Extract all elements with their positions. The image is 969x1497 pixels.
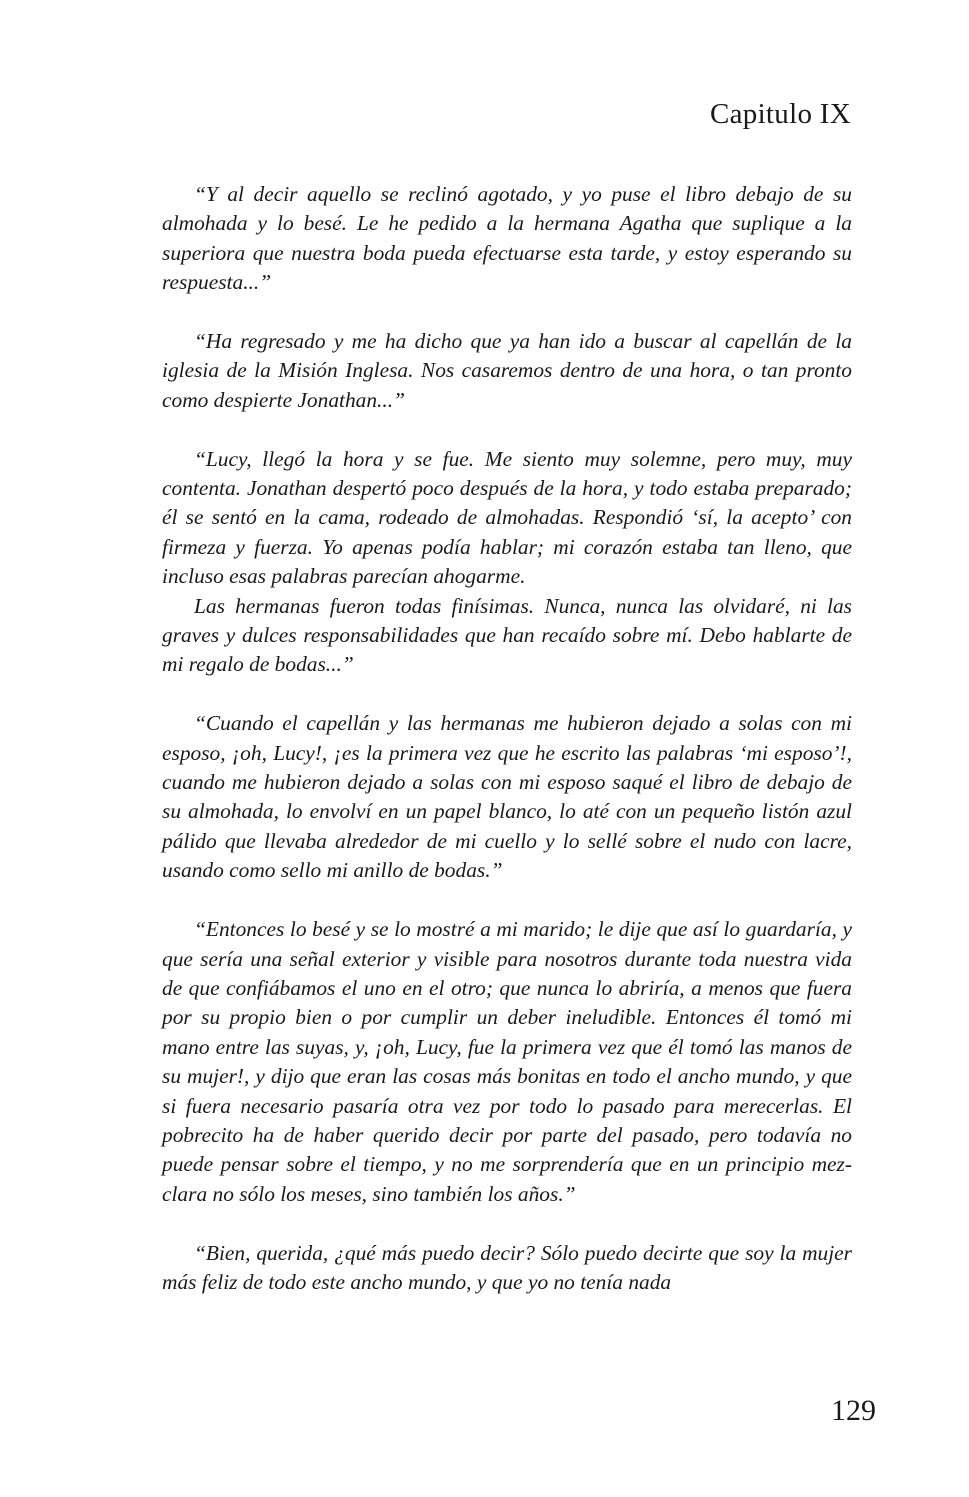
paragraph: “Y al decir aquello se reclinó agotado, y yo puse el libro debajo de su almohada y lo besé. Le he pedido a la hermana Agatha que suplique a la superiora que nuestra boda pueda efectuarse esta tarde, y estoy esperando su respuesta...” — [162, 182, 852, 295]
paragraph: “Ha regresado y me ha dicho que ya han ido a buscar al capellán de la iglesia de la Misión Inglesa. Nos casaremos dentro de una hora, o tan pronto como despierte Jonathan...” — [162, 329, 852, 412]
page-number: 129 — [831, 1394, 876, 1427]
paragraph: “Lucy, llegó la hora y se fue. Me siento muy solemne, pero muy, muy contenta. Jonathan despertó poco después de la hora, y todo estaba preparado; él se sentó en la cama, rodeado de almohadas. Respondió ‘sí, la acepto’ con firmeza y fuerza. Yo apenas podía hablar; mi corazón estaba tan lleno, que incluso esas palabras parecían ahogarme. — [162, 446, 852, 589]
paragraph: “Bien, querida, ¿qué más puedo decir? Sólo puedo decirte que soy la mujer más feliz de todo este ancho mundo, y que yo no tenía nada — [162, 1240, 852, 1294]
paragraph: Las hermanas fueron todas finísimas. Nunca, nunca las olvidaré, ni las graves y dulces responsabilidades que han recaído sobre mí. Debo hablarte de mi regalo de bodas...” — [162, 593, 852, 677]
paragraph: “Entonces lo besé y se lo mostré a mi marido; le dije que así lo guardaría, y que sería una señal exterior y visible para nosotros durante toda nuestra vida de que confiábamos el uno en el otro; que nunca lo abriría, a menos que fuera por su propio bien o por cumplir un deber ineludible. Entonces él tomó mi mano entre las suyas, y, ¡oh, Lucy, fue la primera vez que él tomó las manos de su mujer!, y dijo que eran las cosas más bonitas en todo el ancho mundo, y que si fuera necesario pasaría otra vez por todo lo pasado para merecerlas. El pobrecito ha de haber querido decir por parte del pasado, pero todavía no puede pensar sobre el tiempo, y no me sorprendería que en un principio mezclara no sólo los meses, sino también los años.” — [162, 917, 852, 1206]
chapter-title: Capitulo IX — [709, 98, 851, 130]
body-text — [162, 180, 852, 1297]
paragraph: “Cuando el capellán y las hermanas me hubieron dejado a solas con mi esposo, ¡oh, Lucy!, ¡es la primera vez que he escrito las palabras ‘mi esposo’!, cuando me hubieron dejado a solas con mi esposo saqué el libro de debajo de su almohada, lo envolví en un papel blanco, lo até con un pequeño listón azul pálido que llevaba alrededor de mi cuello y lo sellé sobre el nudo con lacre, usando como sello mi anillo de bodas.” — [162, 711, 852, 883]
